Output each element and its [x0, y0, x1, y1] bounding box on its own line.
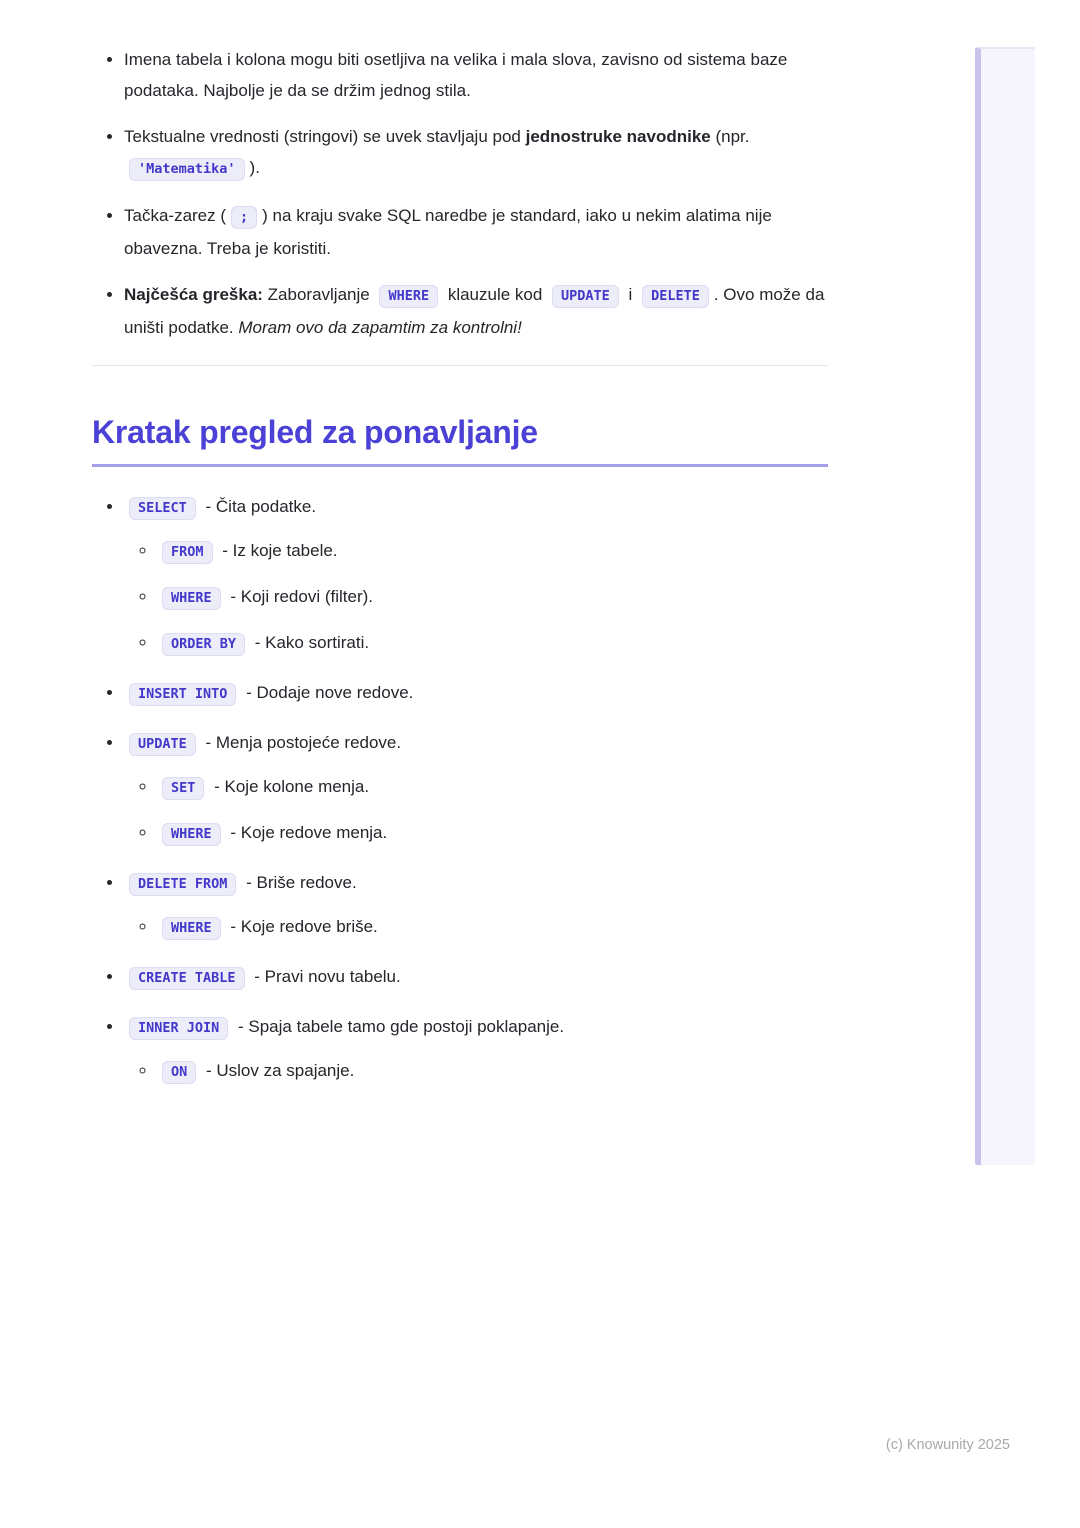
italic-text: Moram ovo da zapamtim za kontrolni! [238, 318, 522, 337]
text-run: - Koji redovi (filter). [225, 587, 374, 606]
text-run: - Čita podatke. [200, 497, 317, 516]
list-item [124, 121, 828, 185]
sql-keyword-badge: WHERE [379, 285, 438, 308]
text-run: - Uslov za spajanje. [201, 1061, 355, 1080]
text-run: - Koje redove menja. [225, 823, 388, 842]
text-run: - Kako sortirati. [250, 633, 370, 652]
list-item [124, 727, 828, 850]
list-item [157, 911, 828, 944]
sql-keyword-badge: 'Matematika' [129, 158, 245, 181]
sql-keyword-badge: ; [231, 206, 257, 229]
text-run: ) na kraju svake SQL naredbe je standard, iako u nekim alatima nije obavezna. Treba je koristiti. [124, 206, 772, 258]
text-run: - Briše redove. [241, 873, 357, 892]
list-item [124, 1011, 828, 1088]
sql-keyword-badge: WHERE [162, 587, 221, 610]
list-item [124, 44, 828, 106]
sub-bullet-list [124, 535, 828, 660]
sql-keyword-badge: SELECT [129, 497, 196, 520]
section-heading: Kratak pregled za ponavljanje [92, 414, 828, 467]
text-run: . Ovo može da uništi podatke. [124, 285, 825, 337]
sql-keyword-badge: DELETE FROM [129, 873, 236, 896]
text-run: - Iz koje tabele. [217, 541, 338, 560]
sql-keyword-badge: DELETE [642, 285, 709, 308]
sql-keyword-badge: ON [162, 1061, 196, 1084]
text-run: ). [249, 158, 260, 177]
list-item [124, 491, 828, 660]
bold-text: Najčešća greška: [124, 285, 263, 304]
notes-content [92, 0, 828, 1105]
list-item [157, 627, 828, 660]
sql-keyword-badge: WHERE [162, 917, 221, 940]
sql-keyword-badge: SET [162, 777, 204, 800]
list-item [157, 535, 828, 568]
sql-keyword-badge: INNER JOIN [129, 1017, 228, 1040]
list-item [124, 279, 828, 343]
sql-keyword-badge: ORDER BY [162, 633, 245, 656]
list-item [157, 1055, 828, 1088]
bold-text: jednostruke navodnike [525, 127, 711, 146]
list-item [157, 771, 828, 804]
review-bullet-list [92, 491, 828, 1088]
text-run: - Koje kolone menja. [209, 777, 370, 796]
copyright-note: (c) Knowunity 2025 [885, 1437, 1010, 1453]
text-run: Imena tabela i kolona mogu biti osetljiva na velika i mala slova, zavisno od sistema baze podataka. Najbolje je da se držim jednog stila. [124, 50, 788, 100]
text-run: (npr. [710, 127, 750, 146]
list-item [124, 200, 828, 264]
list-item [124, 677, 828, 710]
text-run: Tačka-zarez ( [124, 206, 227, 225]
text-run: Zaboravljanje [262, 285, 375, 304]
intro-bullet-list [92, 44, 828, 343]
text-run: - Spaja tabele tamo gde postoji poklapanje. [233, 1017, 565, 1036]
text-run: klauzule kod [443, 285, 548, 304]
list-item [124, 961, 828, 994]
list-item [157, 581, 828, 614]
sql-keyword-badge: UPDATE [129, 733, 196, 756]
sub-bullet-list [124, 771, 828, 850]
sub-bullet-list [124, 1055, 828, 1088]
sql-keyword-badge: UPDATE [552, 285, 619, 308]
list-item [124, 867, 828, 944]
text-run: - Dodaje nove redove. [241, 683, 414, 702]
sql-keyword-badge: FROM [162, 541, 213, 564]
list-item [157, 817, 828, 850]
text-run: Tekstualne vrednosti (stringovi) se uvek stavljaju pod [124, 127, 526, 146]
sql-keyword-badge: WHERE [162, 823, 221, 846]
sub-bullet-list [124, 911, 828, 944]
sql-keyword-badge: CREATE TABLE [129, 967, 245, 990]
scrollbar-track[interactable] [975, 47, 1035, 1165]
text-run: - Koje redove briše. [225, 917, 378, 936]
section-divider [92, 365, 828, 366]
text-run: i [623, 285, 638, 304]
sql-keyword-badge: INSERT INTO [129, 683, 236, 706]
text-run: - Pravi novu tabelu. [249, 967, 401, 986]
text-run: - Menja postojeće redove. [200, 733, 402, 752]
